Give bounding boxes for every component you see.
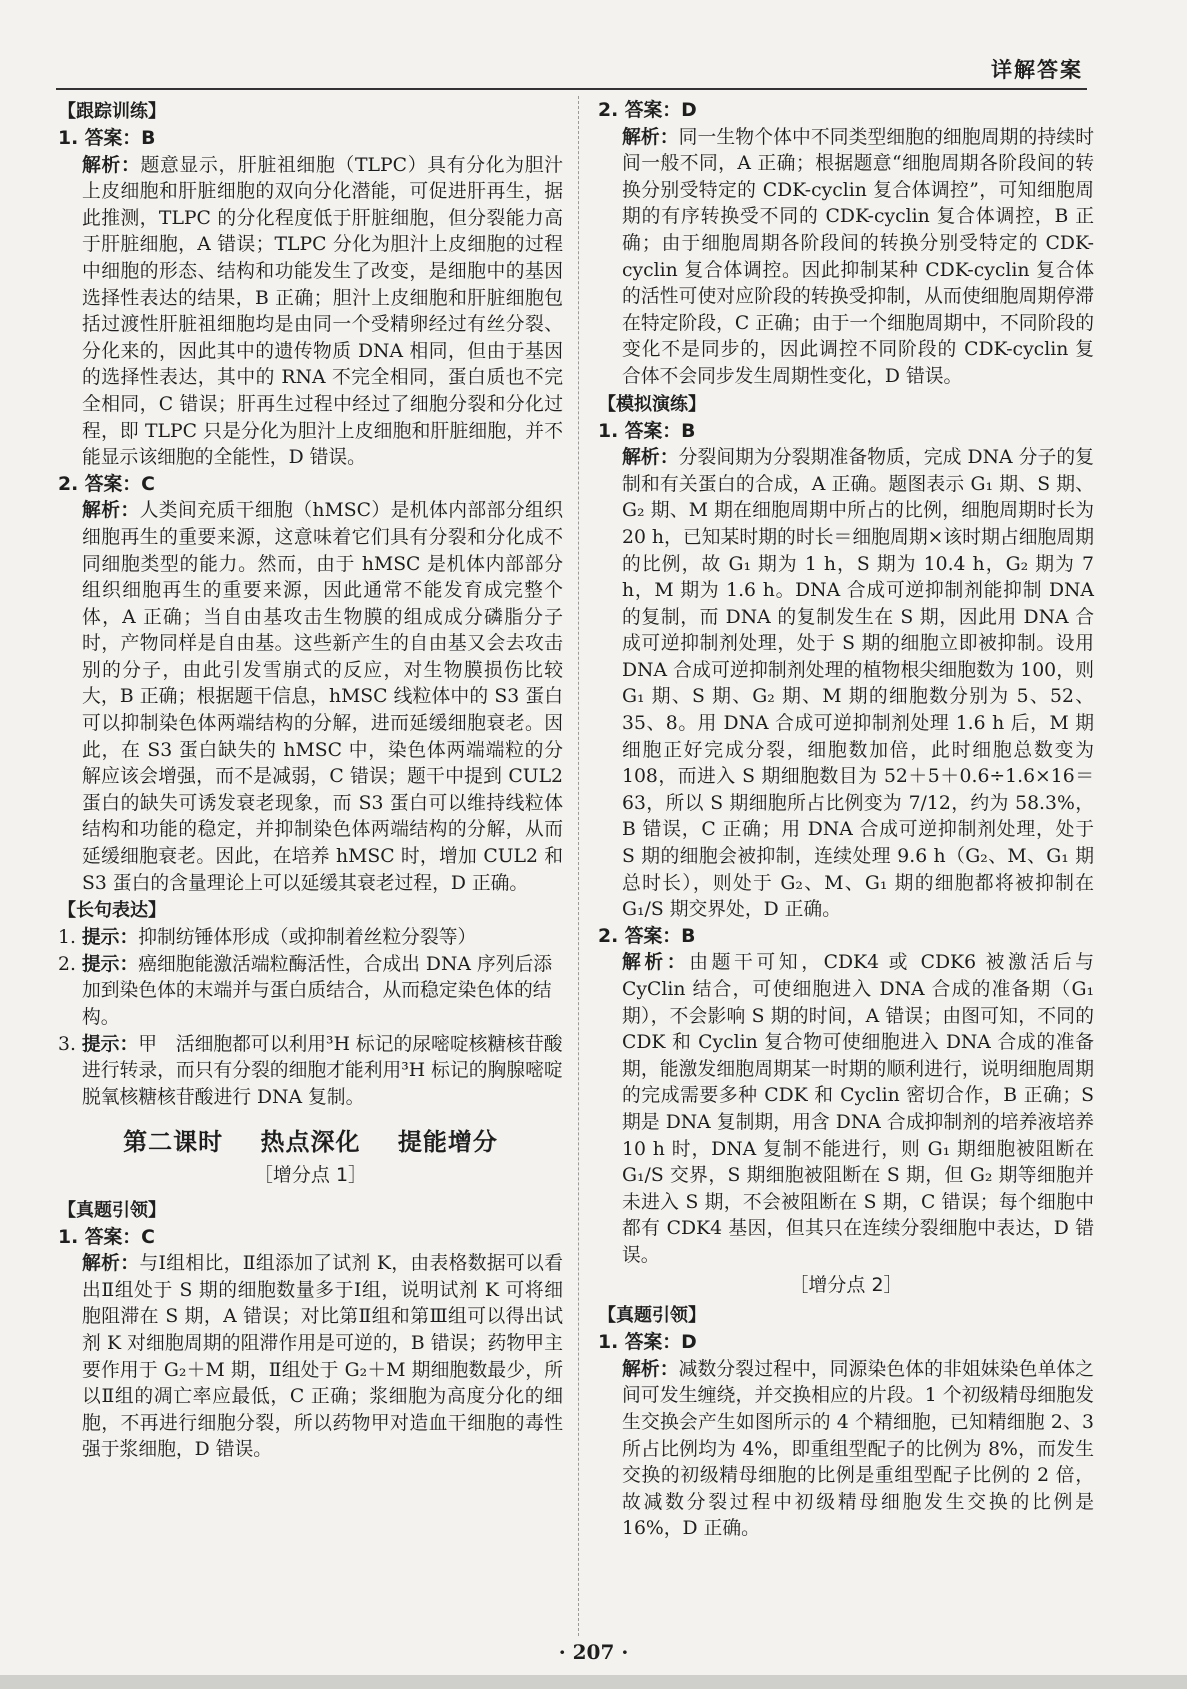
answer-line: [598, 924, 1094, 951]
section-heading-tracking: 【跟踪训练】: [58, 101, 166, 122]
answer-label: 1. 答案：D: [598, 1332, 697, 1354]
explanation-text: 与Ⅰ组相比，Ⅱ组添加了试剂 K，由表格数据可以看出Ⅱ组处于 S 期的细胞数量多于Ⅰ组，说明试剂 K 可将细胞阻滞在 S 期，A 错误；对比第Ⅱ组和第Ⅲ组可以得出试剂 K 对细胞周期的阻滞作用是可逆的，B 错误；药物甲主要作用于 G₂＋M 期，Ⅱ组处于 G₂＋M 期细胞数最少，所以Ⅱ组的凋亡率应最低，C 正确；浆细胞为高度分化的细胞，不再进行细胞分裂，所以药物甲对造血干细胞的毒性强于浆细胞，D 错误。: [82, 1253, 564, 1461]
column-divider: [578, 96, 579, 1636]
hint-item: 1. 提示：抑制纺锤体形成（或抑制着丝粒分裂等）: [58, 927, 477, 949]
hint-text: 癌细胞能激活端粒酶活性，合成出 DNA 序列后添加到染色体的末端并与蛋白质结合，从而稳定染色体的结构。: [82, 953, 553, 1028]
explanation: [58, 498, 563, 897]
scan-edge: [0, 1675, 1187, 1689]
lesson-title-part: 第二课时: [123, 1128, 224, 1157]
answer-line: [598, 419, 1094, 446]
explanation-label: 解析：: [82, 154, 141, 176]
section-heading-real-exam: 【真题引领】: [58, 1199, 166, 1221]
explanation-label: 解析：: [622, 126, 679, 148]
answer-line: [58, 1225, 563, 1252]
hint-label: 提示：: [81, 953, 139, 975]
explanation-label: 解析：: [622, 447, 679, 469]
section-heading-long-sentence: 【长句表达】: [58, 900, 166, 922]
answer-line: [598, 1330, 1094, 1357]
explanation: [598, 445, 1094, 924]
section-heading-simulation: 【模拟演练】: [598, 393, 706, 415]
answer-label: 1. 答案：B: [58, 128, 156, 149]
explanation-label: 解析：: [622, 1358, 679, 1380]
lesson-title-part: 提能增分: [397, 1128, 498, 1157]
explanation-label: 解析：: [82, 500, 140, 522]
left-column: [58, 98, 563, 1464]
section-heading-real-exam: 【真题引领】: [598, 1305, 706, 1327]
explanation-text: 由题干可知，CDK4 或 CDK6 被激活后与 CyClin 结合，可使细胞进入 DNA 合成的准备期（G₁ 期），不会影响 S 期的时间，A 错误；由图可知，不同的 CDK 和 Cyclin 复合物可使细胞进入 DNA 合成的准备期，能激发细胞周期某一时期的顺利进行，说明细胞周期的完成需要多种 CDK 和 Cyclin 密切合作，B 正确；S 期是 DNA 复制期，用含 DNA 合成抑制剂的培养液培养 10 h 时，DNA 复制不能进行，则 G₁ 期细胞被阻断在 G₁/S 交界，S 期细胞被阻断在 S 期，但 G₂ 期等细胞并未进入 S 期，不会被阻断在 S 期，C 错误；每个细胞中都有 CDK4 基因，但其只在连续分裂细胞中表达，D 错误。: [622, 952, 1095, 1266]
header-rule: [56, 88, 1087, 90]
explanation-label: 解析：: [82, 1253, 140, 1275]
lesson-title: [58, 1129, 563, 1156]
explanation-text: 题意显示，肝脏祖细胞（TLPC）具有分化为胆汁上皮细胞和肝脏细胞的双向分化潜能，可促进肝再生，据此推测，TLPC 的分化程度低于肝脏细胞，但分裂能力高于肝脏细胞，A 错误；TLPC 分化为胆汁上皮细胞的过程中细胞的形态、结构和功能发生了改变，是细胞中的基因选择性表达的结果，B 正确；胆汁上皮细胞和肝脏细胞包括过渡性肝脏祖细胞均是由同一个受精卵经过有丝分裂、分化来的，因此其中的遗传物质 DNA 相同，但由于基因的选择性表达，其中的 RNA 不完全相同，蛋白质也不完全相同，C 错误；肝再生过程中经过了细胞分裂和分化过程，即 TLPC 只是分化为胆汁上皮细胞和肝脏细胞，并不能显示该细胞的全能性，D 错误。: [82, 154, 563, 469]
hint-item: 2. 提示：癌细胞能激活端粒酶活性，合成出 DNA 序列后添加到染色体的末端并与蛋白质结合，从而稳定染色体的结构。: [58, 953, 553, 1028]
answer-line: [58, 126, 563, 153]
answer-line: [58, 472, 563, 499]
hint-text: 甲 活细胞都可以利用³H 标记的尿嘧啶核糖核苷酸进行转录，而只有分裂的细胞才能利用³H 标记的胸腺嘧啶脱氧核糖核苷酸进行 DNA 复制。: [82, 1033, 563, 1108]
explanation: [58, 1251, 563, 1464]
lesson-title-part: 热点深化: [260, 1128, 361, 1157]
explanation-text: 分裂间期为分裂期准备物质，完成 DNA 分子的复制和有关蛋白的合成，A 正确。题图表示 G₁ 期、S 期、G₂ 期、M 期在细胞周期中所占的比例，细胞周期时长为 20 h，已知某时期的时长＝细胞周期×该时期占细胞周期的比例，故 G₁ 期为 1 h，S 期为 10.4 h，G₂ 期为 7 h，M 期为 1.6 h。DNA 合成可逆抑制剂能抑制 DNA 的复制，而 DNA 的复制发生在 S 期，因此用 DNA 合成可逆抑制剂处理，处于 S 期的细胞立即被抑制。设用 DNA 合成可逆抑制剂处理的植物根尖细胞数为 100，则 G₁ 期、S 期、G₂ 期、M 期的细胞数分别为 5、52、35、8。用 DNA 合成可逆抑制剂处理 1.6 h 后，M 期细胞正好完成分裂，细胞数加倍，此时细胞总数变为 108，而进入 S 期细胞数目为 52＋5＋0.6÷1.6×16＝63，所以 S 期细胞所占比例变为 7/12，约为 58.3%，B 错误，C 正确；用 DNA 合成可逆抑制剂处理，处于 S 期的细胞会被抑制，连续处理 9.6 h（G₂、M、G₁ 期总时长），则处于 G₂、M、G₁ 期的细胞都将被抑制在 G₁/S 期交界处，D 正确。: [622, 447, 1095, 921]
answer-label: 1. 答案：C: [58, 1226, 155, 1248]
answer-label: 2. 答案：B: [598, 925, 696, 947]
explanation-text: 减数分裂过程中，同源染色体的非姐妹染色单体之间可发生缠绕，并交换相应的片段。1 个初级精母细胞发生交换会产生如图所示的 4 个精细胞，已知精细胞 2、3 所占比例均为 4%，即重组型配子的比例为 8%，而发生交换的初级精母细胞的比例是重组型配子比例的 2 倍，故减数分裂过程中初级精母细胞发生交换的比例是 16%，D 正确。: [622, 1358, 1095, 1540]
explanation: [598, 1357, 1094, 1543]
hint-text: 抑制纺锤体形成（或抑制着丝粒分裂等）: [138, 927, 477, 949]
explanation: [598, 125, 1094, 391]
point-title-2: ［增分点 2］: [789, 1273, 903, 1296]
answer-line: [598, 98, 1094, 125]
explanation: [598, 950, 1094, 1269]
answer-label: 1. 答案：B: [598, 420, 696, 442]
explanation-text: 同一生物个体中不同类型细胞的细胞周期的持续时间一般不同，A 正确；根据题意“细胞周期各阶段间的转换分别受特定的 CDK-cyclin 复合体调控”，可知细胞周期的有序转换受不同的 CDK-cyclin 复合体调控，B 正确；由于细胞周期各阶段间的转换分别受特定的 CDK-cyclin 复合体调控。因此抑制某种 CDK-cyclin 复合体的活性可使对应阶段的转换受抑制，从而使细胞周期停滞在特定阶段，C 正确；由于一个细胞周期中，不同阶段的变化不是同步的，因此调控不同阶段的 CDK-cyclin 复合体不会同步发生周期性变化，D 错误。: [622, 126, 1095, 387]
right-column: [598, 98, 1094, 1543]
hint-label: 提示：: [81, 1033, 139, 1055]
page-number: · 207 ·: [558, 1640, 629, 1664]
hint-item: 3. 提示：甲 活细胞都可以利用³H 标记的尿嘧啶核糖核苷酸进行转录，而只有分裂的细胞才能利用³H 标记的胸腺嘧啶脱氧核糖核苷酸进行 DNA 复制。: [58, 1033, 563, 1108]
hint-label: 提示：: [81, 927, 139, 949]
answer-label: 2. 答案：C: [58, 473, 155, 495]
explanation: [58, 153, 563, 472]
explanation-text: 人类间充质干细胞（hMSC）是机体内部部分组织细胞再生的重要来源，这意味着它们具有分裂和分化成不同细胞类型的能力。然而，由于 hMSC 是机体内部部分组织细胞再生的重要来源，因此通常不能发育成完整个体，A 正确；当自由基攻击生物膜的组成成分磷脂分子时，产物同样是自由基。这些新产生的自由基又会去攻击别的分子，由此引发雪崩式的反应，对生物膜损伤比较大，B 正确；根据题干信息，hMSC 线粒体中的 S3 蛋白可以抑制染色体两端结构的分解，进而延缓细胞衰老。因此，在 S3 蛋白缺失的 hMSC 中，染色体两端端粒的分解应该会增强，而不是减弱，C 错误；题干中提到 CUL2 蛋白的缺失可诱发衰老现象，而 S3 蛋白可以维持线粒体结构和功能的稳定，并抑制染色体两端结构的分解，从而延缓细胞衰老。因此，在培养 hMSC 时，增加 CUL2 和 S3 蛋白的含量理论上可以延缓其衰老过程，D 正确。: [82, 500, 564, 894]
point-title-1: ［增分点 1］: [253, 1163, 368, 1186]
header-title: 详解答案: [991, 58, 1083, 82]
explanation-label: 解析：: [622, 952, 690, 974]
answer-label: 2. 答案：D: [598, 100, 697, 121]
